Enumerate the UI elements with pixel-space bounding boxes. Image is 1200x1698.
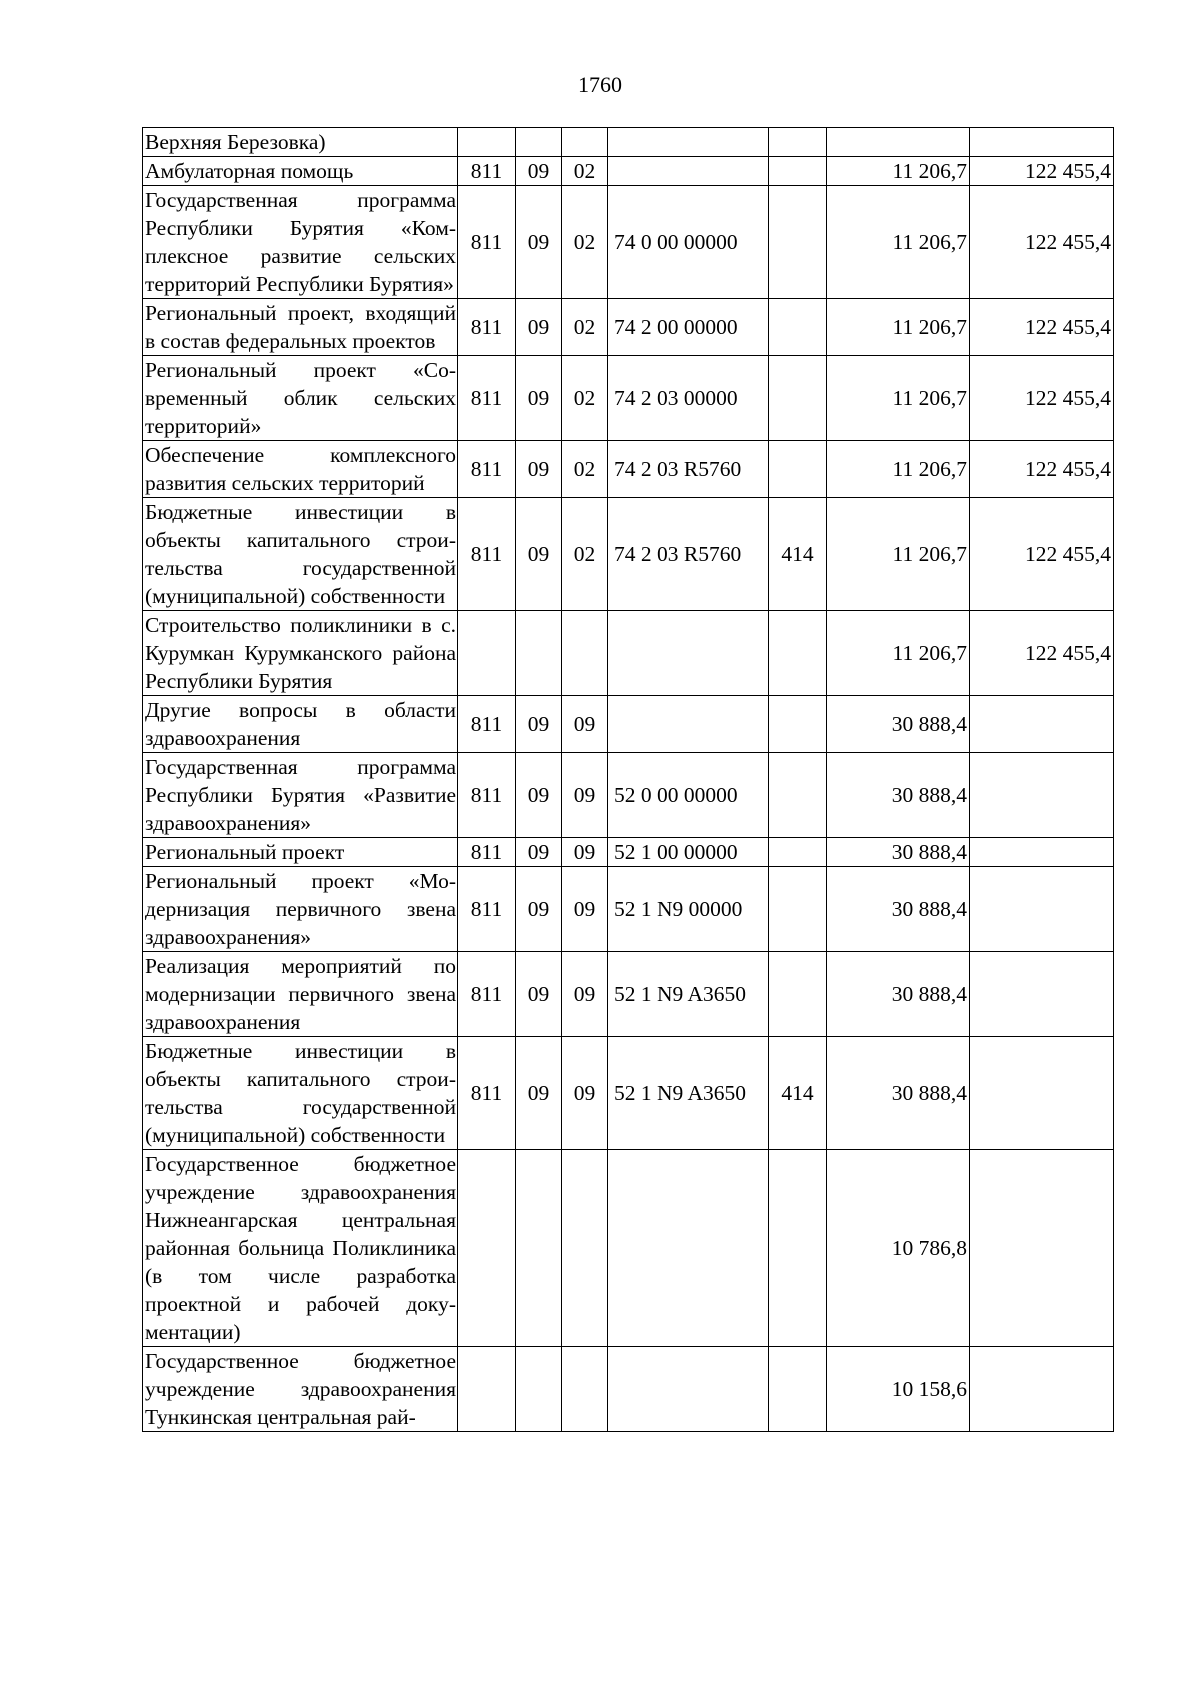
target-article-cell: 52 1 N9 A3650 (608, 1037, 769, 1150)
target-article-cell: 52 1 N9 00000 (608, 867, 769, 952)
grbs-code-cell: 811 (458, 753, 516, 838)
target-article-cell (608, 1150, 769, 1347)
section-code-cell (516, 1150, 562, 1347)
target-article-cell (608, 1347, 769, 1432)
expense-type-cell (769, 157, 827, 186)
section-code-cell: 09 (516, 838, 562, 867)
grbs-code-cell (458, 611, 516, 696)
amount-1-cell: 11 206,7 (827, 611, 970, 696)
expense-type-cell (769, 1150, 827, 1347)
amount-2-cell (970, 1347, 1114, 1432)
table-row (143, 157, 1114, 186)
section-code-cell (516, 611, 562, 696)
table-row (143, 1347, 1114, 1432)
section-code-cell (516, 1347, 562, 1432)
amount-1-cell: 30 888,4 (827, 867, 970, 952)
subsection-code-cell: 09 (562, 753, 608, 838)
expense-type-cell (769, 696, 827, 753)
expense-type-cell (769, 441, 827, 498)
row-name-cell: Другие вопросы в области здравоохранения (143, 696, 458, 753)
target-article-cell: 74 2 03 00000 (608, 356, 769, 441)
target-article-cell: 74 0 00 00000 (608, 186, 769, 299)
row-name-cell: Обеспечение комплексного развития сельских территорий (143, 441, 458, 498)
table-row (143, 186, 1114, 299)
table-row (143, 356, 1114, 441)
amount-1-cell: 30 888,4 (827, 696, 970, 753)
table-row (143, 1037, 1114, 1150)
expense-type-cell (769, 356, 827, 441)
target-article-cell: 52 0 00 00000 (608, 753, 769, 838)
row-name-cell: Государственная программа Республики Бурятия «Комплексное развитие сельских территорий Республики Бурятия» (143, 186, 458, 299)
table-row (143, 611, 1114, 696)
amount-2-cell (970, 838, 1114, 867)
expense-type-cell (769, 611, 827, 696)
section-code-cell: 09 (516, 157, 562, 186)
section-code-cell: 09 (516, 952, 562, 1037)
target-article-cell: 52 1 N9 A3650 (608, 952, 769, 1037)
target-article-cell: 74 2 03 R5760 (608, 441, 769, 498)
grbs-code-cell: 811 (458, 441, 516, 498)
grbs-code-cell: 811 (458, 299, 516, 356)
table-row (143, 753, 1114, 838)
subsection-code-cell: 09 (562, 867, 608, 952)
subsection-code-cell: 02 (562, 441, 608, 498)
amount-1-cell: 10 786,8 (827, 1150, 970, 1347)
subsection-code-cell: 02 (562, 186, 608, 299)
row-name-cell: Региональный проект (143, 838, 458, 867)
grbs-code-cell: 811 (458, 157, 516, 186)
amount-1-cell: 10 158,6 (827, 1347, 970, 1432)
amount-1-cell: 11 206,7 (827, 299, 970, 356)
grbs-code-cell (458, 1150, 516, 1347)
section-code-cell: 09 (516, 696, 562, 753)
grbs-code-cell: 811 (458, 186, 516, 299)
amount-1-cell: 30 888,4 (827, 1037, 970, 1150)
amount-1-cell: 11 206,7 (827, 498, 970, 611)
table-row (143, 128, 1114, 157)
amount-2-cell: 122 455,4 (970, 299, 1114, 356)
section-code-cell: 09 (516, 356, 562, 441)
section-code-cell: 09 (516, 753, 562, 838)
grbs-code-cell: 811 (458, 696, 516, 753)
table-row (143, 867, 1114, 952)
expense-type-cell: 414 (769, 1037, 827, 1150)
table-row (143, 952, 1114, 1037)
table-row (143, 498, 1114, 611)
subsection-code-cell: 02 (562, 299, 608, 356)
amount-2-cell (970, 952, 1114, 1037)
subsection-code-cell: 09 (562, 838, 608, 867)
amount-1-cell: 11 206,7 (827, 186, 970, 299)
row-name-cell: Строительство поликлиники в с. Курумкан Курумканского района Республики Бурятия (143, 611, 458, 696)
expense-type-cell (769, 867, 827, 952)
amount-2-cell (970, 128, 1114, 157)
row-name-cell: Верхняя Березовка) (143, 128, 458, 157)
row-name-cell: Государственное бюджетное учреждение здравоохранения Тункинская центральная рай- (143, 1347, 458, 1432)
amount-2-cell (970, 1150, 1114, 1347)
grbs-code-cell: 811 (458, 356, 516, 441)
target-article-cell (608, 128, 769, 157)
expense-type-cell (769, 186, 827, 299)
table-row (143, 1150, 1114, 1347)
page-number: 1760 (578, 72, 622, 97)
section-code-cell: 09 (516, 299, 562, 356)
target-article-cell: 74 2 03 R5760 (608, 498, 769, 611)
target-article-cell: 74 2 00 00000 (608, 299, 769, 356)
target-article-cell: 52 1 00 00000 (608, 838, 769, 867)
grbs-code-cell (458, 128, 516, 157)
amount-2-cell (970, 753, 1114, 838)
amount-2-cell: 122 455,4 (970, 498, 1114, 611)
amount-2-cell: 122 455,4 (970, 186, 1114, 299)
row-name-cell: Государственная программа Республики Бурятия «Развитие здравоохранения» (143, 753, 458, 838)
section-code-cell (516, 128, 562, 157)
amount-1-cell: 11 206,7 (827, 157, 970, 186)
expense-type-cell (769, 1347, 827, 1432)
table-row (143, 441, 1114, 498)
row-name-cell: Региональный проект, входящий в состав федеральных проектов (143, 299, 458, 356)
amount-2-cell: 122 455,4 (970, 441, 1114, 498)
subsection-code-cell: 09 (562, 1037, 608, 1150)
subsection-code-cell: 09 (562, 952, 608, 1037)
grbs-code-cell: 811 (458, 867, 516, 952)
expense-type-cell (769, 838, 827, 867)
amount-1-cell (827, 128, 970, 157)
table-row (143, 838, 1114, 867)
grbs-code-cell: 811 (458, 838, 516, 867)
amount-2-cell (970, 1037, 1114, 1150)
subsection-code-cell (562, 611, 608, 696)
expense-type-cell (769, 952, 827, 1037)
amount-2-cell: 122 455,4 (970, 157, 1114, 186)
target-article-cell (608, 696, 769, 753)
section-code-cell: 09 (516, 441, 562, 498)
subsection-code-cell: 02 (562, 157, 608, 186)
amount-1-cell: 30 888,4 (827, 952, 970, 1037)
target-article-cell (608, 611, 769, 696)
subsection-code-cell (562, 128, 608, 157)
section-code-cell: 09 (516, 867, 562, 952)
grbs-code-cell: 811 (458, 952, 516, 1037)
table-row (143, 696, 1114, 753)
row-name-cell: Региональный проект «Современный облик сельских территорий» (143, 356, 458, 441)
row-name-cell: Бюджетные инвестиции в объекты капитального строительства государственной (муниципальной) собственности (143, 1037, 458, 1150)
amount-1-cell: 30 888,4 (827, 753, 970, 838)
amount-1-cell: 30 888,4 (827, 838, 970, 867)
row-name-cell: Региональный проект «Модернизация первичного звена здравоохранения» (143, 867, 458, 952)
subsection-code-cell: 02 (562, 498, 608, 611)
expense-type-cell (769, 299, 827, 356)
amount-2-cell (970, 867, 1114, 952)
grbs-code-cell: 811 (458, 1037, 516, 1150)
grbs-code-cell: 811 (458, 498, 516, 611)
amount-2-cell (970, 696, 1114, 753)
section-code-cell: 09 (516, 1037, 562, 1150)
amount-2-cell: 122 455,4 (970, 611, 1114, 696)
section-code-cell: 09 (516, 498, 562, 611)
subsection-code-cell: 02 (562, 356, 608, 441)
amount-2-cell: 122 455,4 (970, 356, 1114, 441)
target-article-cell (608, 157, 769, 186)
subsection-code-cell (562, 1150, 608, 1347)
expense-type-cell (769, 128, 827, 157)
amount-1-cell: 11 206,7 (827, 356, 970, 441)
row-name-cell: Государственное бюджетное учреждение здравоохранения Нижнеангарская центральная районная больница Поликлиника (в том числе разработка проектной и рабочей документации) (143, 1150, 458, 1347)
row-name-cell: Реализация мероприятий по модернизации первичного звена здравоохранения (143, 952, 458, 1037)
subsection-code-cell: 09 (562, 696, 608, 753)
subsection-code-cell (562, 1347, 608, 1432)
section-code-cell: 09 (516, 186, 562, 299)
table-row (143, 299, 1114, 356)
budget-table (142, 127, 1114, 1432)
expense-type-cell: 414 (769, 498, 827, 611)
expense-type-cell (769, 753, 827, 838)
grbs-code-cell (458, 1347, 516, 1432)
row-name-cell: Амбулаторная помощь (143, 157, 458, 186)
row-name-cell: Бюджетные инвестиции в объекты капитального строительства государственной (муниципальной) собственности (143, 498, 458, 611)
amount-1-cell: 11 206,7 (827, 441, 970, 498)
